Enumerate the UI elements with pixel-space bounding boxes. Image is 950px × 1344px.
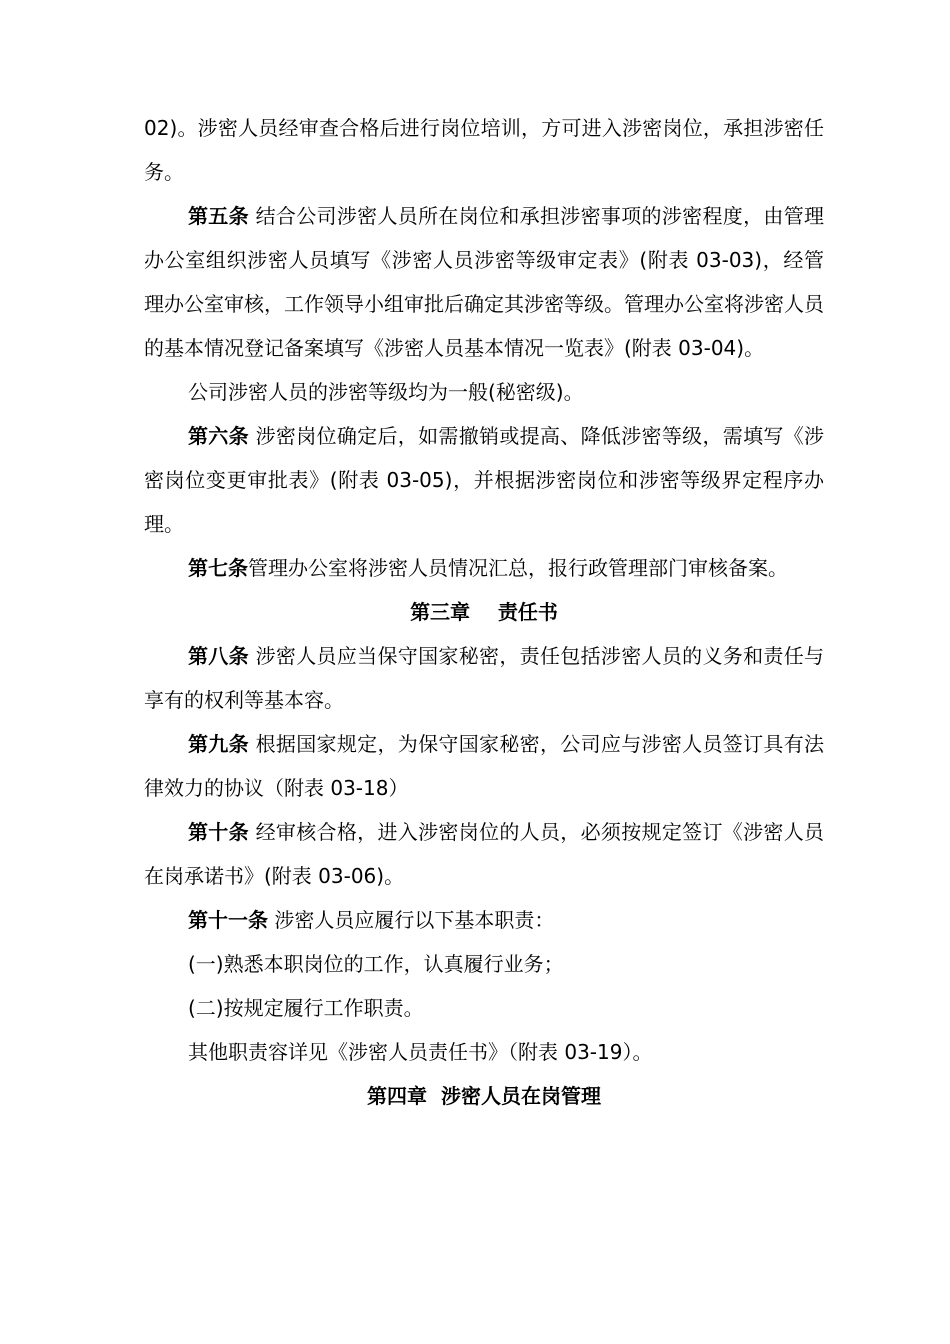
article-6-text: 涉密岗位确定后，如需撤销或提高、降低涉密等级，需填写《涉密岗位变更审批表》(附表 03-05)，并根据涉密岗位和涉密等级界定程序办理。: [144, 424, 825, 536]
article-10-label: 第十条: [188, 820, 249, 844]
article-7-label: 第七条: [188, 556, 248, 580]
document-page: [144, 106, 824, 1118]
article-11: [144, 898, 824, 942]
article-9: [144, 722, 824, 810]
article-5-label: 第五条: [188, 204, 249, 228]
list-item-2: (二)按规定履行工作职责。: [188, 996, 424, 1020]
article-8-text: 涉密人员应当保守国家秘密，责任包括涉密人员的义务和责任与享有的权利等基本容。: [144, 644, 825, 712]
article-8: [144, 634, 824, 722]
article-9-text: 根据国家规定，为保守国家秘密，公司应与涉密人员签订具有法律效力的协议（附表 03-18）: [144, 732, 825, 800]
article-5-text: 结合公司涉密人员所在岗位和承担涉密事项的涉密程度，由管理办公室组织涉密人员填写《涉密人员涉密等级审定表》(附表 03-03)，经管理办公室审核，工作领导小组审批后确定其涉密等级。管理办公室将涉密人员的基本情况登记备案填写《涉密人员基本情况一览表》(附表 03-04)。: [144, 204, 825, 360]
article-7-text: 管理办公室将涉密人员情况汇总，报行政管理部门审核备案。: [248, 556, 788, 580]
article-10-text: 经审核合格，进入涉密岗位的人员，必须按规定签订《涉密人员在岗承诺书》(附表 03-06)。: [144, 820, 825, 888]
chapter-3-heading: 第三章 责任书: [410, 600, 558, 624]
chapter-4-heading: 第四章 涉密人员在岗管理: [367, 1084, 601, 1108]
list-item-1: (一)熟悉本职岗位的工作，认真履行业务；: [188, 952, 564, 976]
article-5: [144, 194, 824, 370]
article-11-text: 涉密人员应履行以下基本职责：: [268, 908, 555, 932]
paragraph-other-duties: 其他职责容详见《涉密人员责任书》（附表 03-19）。: [188, 1040, 653, 1064]
paragraph-continuation: 02)。涉密人员经审查合格后进行岗位培训，方可进入涉密岗位，承担涉密任务。: [144, 116, 824, 184]
article-8-label: 第八条: [188, 644, 249, 668]
article-10: [144, 810, 824, 898]
article-6-label: 第六条: [188, 424, 249, 448]
paragraph-secret-level: 公司涉密人员的涉密等级均为一般(秘密级)。: [188, 380, 584, 404]
article-9-label: 第九条: [188, 732, 249, 756]
article-7: [144, 546, 824, 590]
article-11-label: 第十一条: [188, 908, 268, 932]
article-6: [144, 414, 824, 546]
